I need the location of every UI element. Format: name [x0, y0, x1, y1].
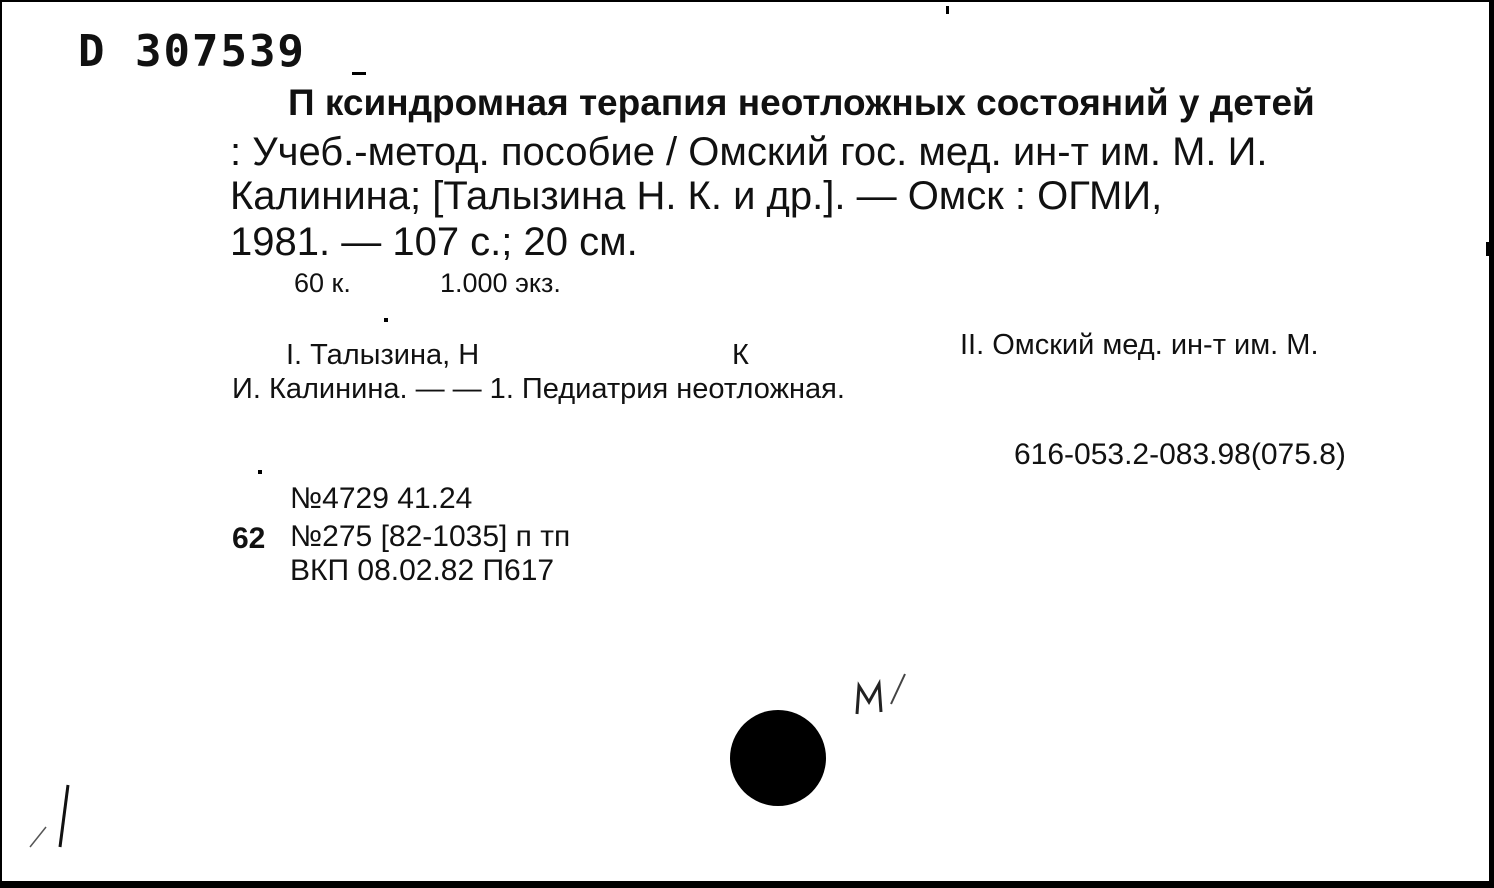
catalog-line-3: ВКП 08.02.82 П617: [290, 554, 555, 587]
record-body-line-2: Калинина; [Талызина Н. К. и др.]. — Омск : ОГМИ,: [230, 174, 1163, 218]
ink-speck: [946, 6, 949, 14]
added-entry-author-initial: К: [732, 339, 749, 371]
pencil-stroke: [22, 777, 82, 857]
punch-hole: [730, 710, 826, 806]
handwritten-mark: [847, 664, 917, 724]
ink-speck: [258, 470, 262, 474]
catalog-line-2-prefix: 62: [232, 522, 266, 555]
catalog-line-1: №4729 41.24: [290, 482, 473, 515]
record-body-line-3: 1981. — 107 с.; 20 см.: [230, 220, 638, 264]
record-title: П ксиндромная терапия неотложных состояний у детей: [288, 82, 1315, 123]
catalog-line-2: №275 [82-1035] п тп: [290, 520, 571, 553]
record-body-line-1: : Учеб.-метод. пособие / Омский гос. мед. ин-т им. М. И.: [230, 130, 1268, 174]
copies: 1.000 экз.: [440, 268, 561, 298]
call-number-stamp: D 307539: [78, 26, 306, 77]
added-entry-continuation: И. Калинина. — — 1. Педиатрия неотложная.: [232, 373, 845, 405]
udc-classification: 616-053.2-083.98(075.8): [1014, 438, 1346, 471]
edge-mark: [1486, 242, 1492, 256]
price: 60 к.: [294, 268, 351, 298]
ink-speck: [384, 318, 388, 322]
added-entry-institution: II. Омский мед. ин-т им. М.: [960, 329, 1319, 361]
ink-speck: [352, 72, 366, 75]
added-entry-author: I. Талызина, Н: [286, 339, 480, 371]
